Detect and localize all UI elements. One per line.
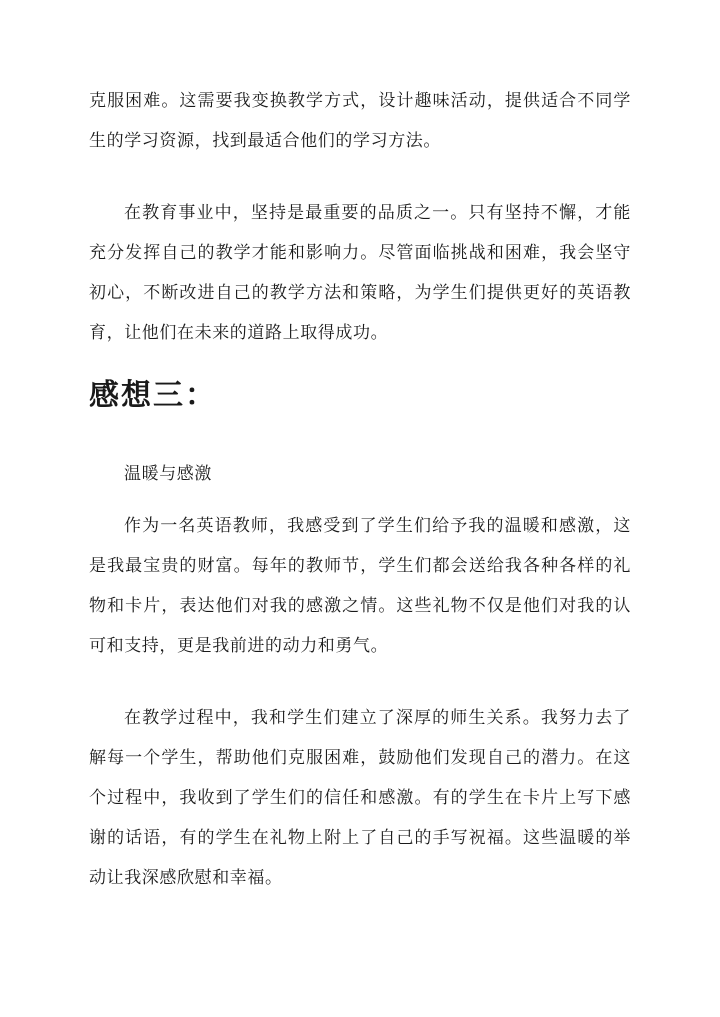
paragraph-gratitude: 作为一名英语教师，我感受到了学生们给予我的温暖和感激，这是我最宝贵的财富。每年的教师节，学生们都会送给我各种各样的礼物和卡片，表达他们对我的感激之情。这些礼物不仅是他们对我的认可和支持，更是我前进的动力和勇气。 — [89, 516, 631, 656]
paragraph-relationship: 在教学过程中，我和学生们建立了深厚的师生关系。我努力去了解每一个学生，帮助他们克服困难，鼓励他们发现自己的潜力。在这个过程中，我收到了学生们的信任和感激。有的学生在卡片上写下感谢的话语，有的学生在礼物上附上了自己的手写祝福。这些温暖的举动让我深感欣慰和幸福。 — [89, 708, 631, 888]
section-heading: 感想三： — [89, 378, 217, 413]
paragraph-perseverance: 在教育事业中，坚持是最重要的品质之一。只有坚持不懈，才能充分发挥自己的教学才能和影响力。尽管面临挑战和困难，我会坚守初心，不断改进自己的教学方法和策略，为学生们提供更好的英语教育，让他们在未来的道路上取得成功。 — [89, 203, 631, 343]
section-subtitle: 温暖与感激 — [124, 464, 212, 484]
paragraph-continuation: 克服困难。这需要我变换教学方式，设计趣味活动，提供适合不同学生的学习资源，找到最适合他们的学习方法。 — [89, 91, 631, 151]
